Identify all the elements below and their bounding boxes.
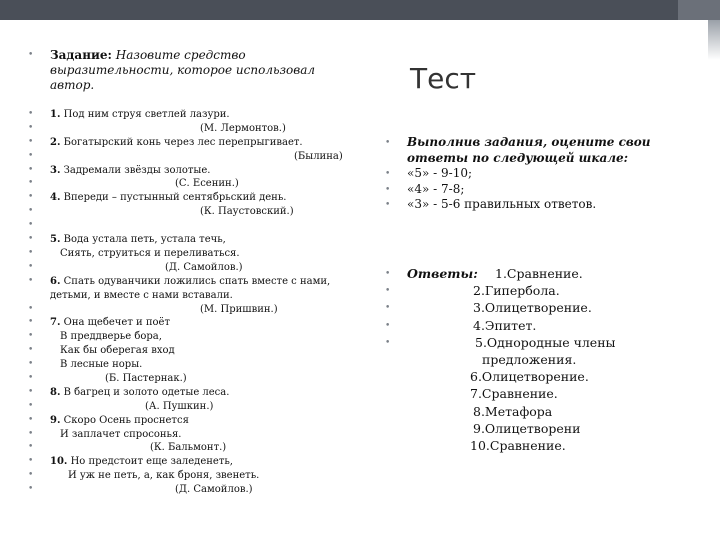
bullet-icon: • [385,184,391,195]
exercise-line [28,483,358,497]
top-bar-accent [678,0,720,20]
exercise-line [28,400,358,414]
exercise-line [28,358,358,372]
exercise-number: 4. [50,192,61,204]
exercise-line-text: И заплачет спросонья. [60,428,182,440]
answer-text: 7.Сравнение. [470,386,558,402]
exercise-line [28,136,358,150]
scale-item [385,197,705,213]
exercise-line [28,330,358,344]
answers-label: Ответы: [407,266,478,281]
exercise-line-text: (Б. Пастернак.) [105,372,187,384]
answer-item [385,265,705,282]
bullet-icon: • [28,372,34,383]
bullet-icon: • [28,428,34,439]
answer-text: 6.Олицетворение. [470,369,589,385]
bullet-icon: • [28,317,34,328]
exercise-line-text: (А. Пушкин.) [145,400,214,412]
top-bar [0,0,720,20]
exercise-number: 2. [50,136,61,148]
exercise-line [28,219,358,233]
bullet-icon: • [385,269,391,279]
exercise-lines [28,108,358,497]
bullet-icon: • [385,138,391,148]
exercise-line [28,372,358,386]
exercise-column [28,48,358,497]
bullet-icon: • [28,164,34,175]
exercise-number: 3. [50,164,61,176]
answer-item [385,282,705,299]
exercise-line-text: Как бы оберегая вход [60,345,175,357]
exercise-line-text: В лесные норы. [60,359,143,371]
answer-text: 3.Олицетворение. [473,300,592,316]
exercise-number: 7. [50,317,61,329]
bullet-icon: • [28,414,34,425]
bullet-icon: • [385,337,391,348]
bullet-icon: • [28,442,34,453]
exercise-line-text: 7. Она щебечет и поёт [50,317,171,329]
bullet-icon: • [28,400,34,411]
exercise-line-text: (Д. Самойлов.) [165,261,243,273]
exercise-line [28,191,358,205]
answer-item [385,437,705,454]
answer-item [385,368,705,385]
scale-item [385,182,705,198]
answer-item [385,317,705,334]
exercise-line [28,344,358,358]
task-text: Назовите средство выразительности, которое использовал автор. [50,48,316,92]
bullet-icon: • [28,456,34,467]
bullet-icon: • [28,275,34,286]
bullet-icon: • [385,286,391,297]
exercise-line [28,386,358,400]
exercise-line [28,177,358,191]
scale-item [385,166,705,182]
exercise-line-text: (Д. Самойлов.) [175,484,253,496]
exercise-line [28,441,358,455]
answer-item [385,385,705,402]
answer-text: 8.Метафора [473,403,553,419]
scale-intro [385,135,705,166]
exercise-line [28,108,358,122]
bullet-icon: • [28,192,34,203]
slide-title: Тест [410,62,477,95]
bullet-icon: • [385,303,391,314]
exercise-line-text: (М. Пришвин.) [200,303,278,315]
answer-item [385,420,705,437]
exercise-line [28,414,358,428]
bullet-icon: • [28,234,34,245]
exercise-line [28,122,358,136]
exercise-number: 8. [50,386,61,398]
grading-scale [385,135,705,213]
answers-block [385,265,705,454]
exercise-line [28,275,358,303]
bullet-icon: • [385,320,391,331]
answer-text: 5.Однородные члены [475,334,616,350]
bullet-icon: • [385,200,391,210]
bullet-icon: • [28,247,34,258]
bullet-icon: • [28,109,34,119]
exercise-line-text: Сиять, струиться и переливаться. [60,247,240,259]
exercise-line-text: 2. Богатырский конь через лес перепрыгивает. [50,136,303,148]
bullet-icon: • [28,206,34,217]
exercise-line-text: В преддверье бора, [60,331,162,343]
exercise-line [28,164,358,178]
exercise-line-text: (М. Лермонтов.) [200,122,286,134]
bullet-icon: • [385,169,391,179]
exercise-number: 5. [50,234,61,246]
bullet-icon: • [28,220,34,231]
bullet-icon: • [28,386,34,397]
answer-text: 1.Сравнение. [495,266,583,281]
exercise-number: 1. [50,109,61,120]
corner-decoration [708,20,720,60]
bullet-icon: • [28,178,34,189]
exercise-line [28,205,358,219]
exercise-number: 10. [50,456,68,468]
scale-item-text: «5» - 9-10; [407,166,473,180]
answer-text: 10.Сравнение. [470,437,566,453]
exercise-line-text: 9. Скоро Осень проснется [50,414,189,426]
answer-item [385,299,705,316]
bullet-icon: • [28,136,34,147]
exercise-line [28,469,358,483]
answer-text: 9.Олицетворени [473,420,581,436]
exercise-line-text: 3. Задремали звёзды золотые. [50,164,211,176]
bullet-icon: • [28,470,34,481]
answer-item [385,351,705,368]
exercise-line-text: (К. Паустовский.) [200,206,294,218]
exercise-line-text: 6. Спать одуванчики ложились спать вместе с нами, детьми, и вместе с нами вставали. [50,275,331,301]
scale-item-text: «3» - 5-6 правильных ответов. [407,197,597,211]
answer-text: 4.Эпитет. [473,317,537,333]
exercise-line-text: 5. Вода устала петь, устала течь, [50,234,226,246]
exercise-line-text: 10. Но предстоит еще заледенеть, [50,456,233,468]
bullet-icon: • [28,345,34,356]
task-instruction [28,48,358,108]
exercise-line [28,428,358,442]
exercise-line [28,233,358,247]
scale-item-text: «4» - 7-8; [407,181,465,196]
exercise-line-text: И уж не петь, а, как броня, звенеть. [68,470,260,482]
bullet-icon: • [28,150,34,161]
exercise-line-text: 1. Под ним струя светлей лазури. [50,109,230,120]
exercise-line [28,455,358,469]
exercise-line-text: (Былина) [294,150,343,162]
exercise-line [28,316,358,330]
exercise-line-text: (С. Есенин.) [175,178,239,190]
bullet-icon: • [28,50,34,60]
exercise-number: 9. [50,414,61,426]
answer-item [385,334,705,351]
answer-item [385,403,705,420]
bullet-icon: • [28,359,34,370]
exercise-line [28,247,358,261]
task-label: Задание: [50,48,112,62]
exercise-line-text: 4. Впереди – пустынный сентябрьский день. [50,192,287,204]
exercise-line-text: (К. Бальмонт.) [150,442,227,454]
bullet-icon: • [28,261,34,272]
exercise-line [28,261,358,275]
bullet-icon: • [28,484,34,495]
exercise-line-text: 8. В багрец и золото одетые леса. [50,386,230,398]
exercise-line [28,303,358,317]
bullet-icon: • [28,303,34,314]
exercise-number: 6. [50,275,61,287]
bullet-icon: • [28,331,34,342]
answer-text: предложения. [482,351,577,367]
scale-intro-text: Выполнив задания, оцените свои ответы по следующей шкале: [407,135,651,165]
exercise-line [28,150,358,164]
bullet-icon: • [28,122,34,133]
answer-text: 2.Гипербола. [473,283,560,299]
